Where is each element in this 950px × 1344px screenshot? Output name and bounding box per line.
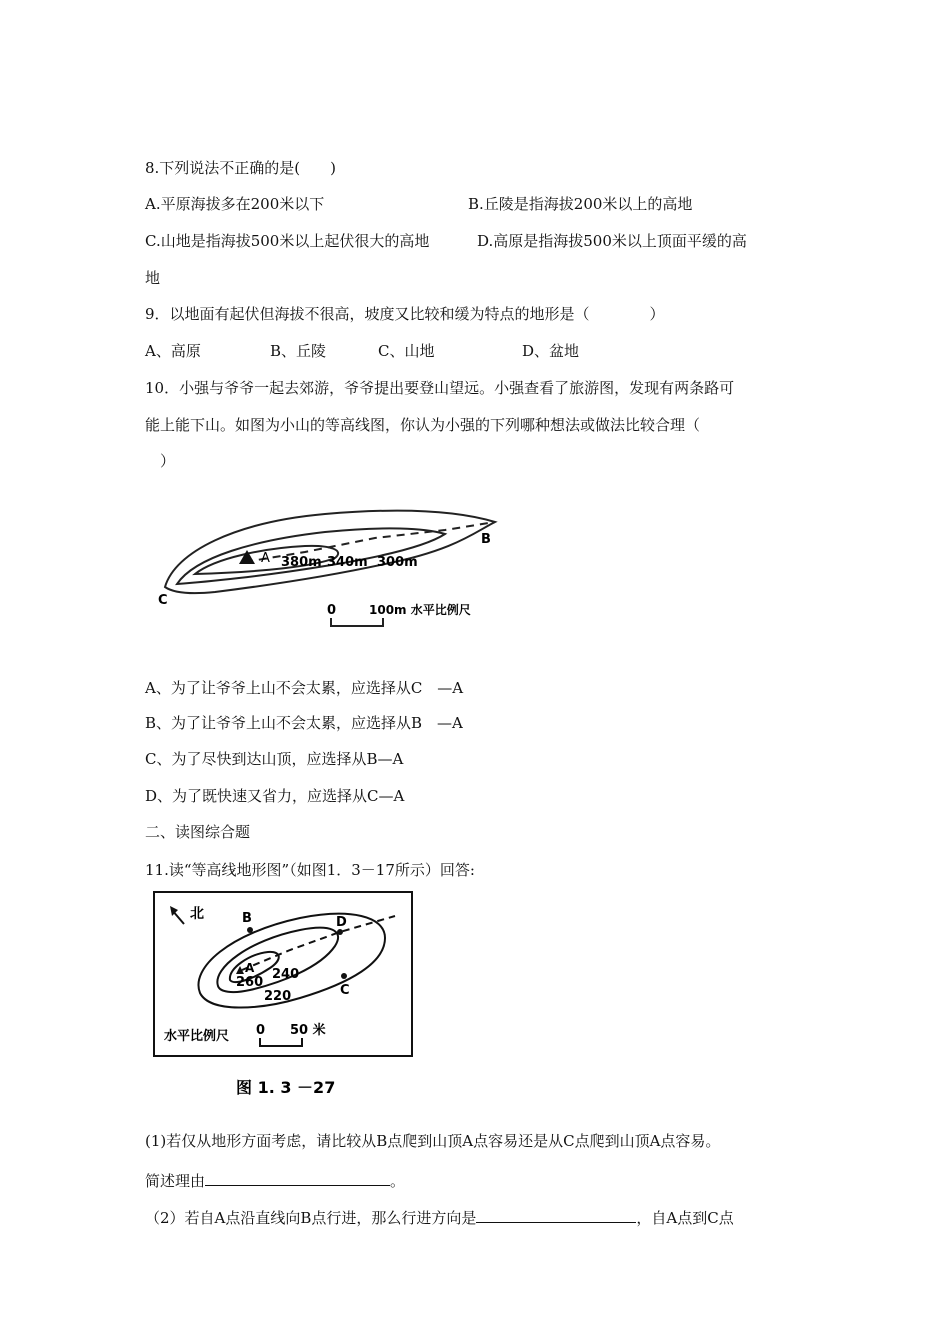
q9-option-a: A、高原 — [145, 342, 201, 360]
q8-option-c: C.山地是指海拔500米以上起伏很大的高地 — [145, 232, 430, 250]
map-label-a: A — [261, 551, 270, 566]
q11-part1-suffix: 。 — [390, 1172, 406, 1190]
map-label-c: C — [158, 593, 168, 608]
point-b-dot — [247, 927, 253, 933]
q8-option-a: A.平原海拔多在200米以下 — [145, 195, 325, 213]
point-c-dot — [341, 973, 347, 979]
q10-option-a: A、为了让爷爷上山不会太累，应选择从C —A — [145, 679, 464, 697]
scale-text: 50 米 — [290, 1023, 326, 1038]
contour-label-240: 240 — [272, 967, 300, 982]
q10-option-b: B、为了让爷爷上山不会太累，应选择从B —A — [145, 714, 463, 732]
q10-stem-line2: 能上能下山。如图为小山的等高线图，你认为小强的下列哪种想法或做法比较合理（ — [145, 416, 701, 434]
q11-part2-suffix: ，自A点到C点 — [636, 1209, 734, 1227]
q11-contour-map — [150, 888, 420, 1103]
scale-zero: 0 — [327, 603, 337, 618]
q8-stem: 8.下列说法不正确的是( ) — [145, 159, 337, 177]
q10-option-d: D、为了既快速又省力，应选择从C—A — [145, 787, 405, 805]
q9-option-c: C、山地 — [378, 342, 435, 360]
answer-blank-1[interactable] — [205, 1169, 390, 1186]
q8-option-d: D.高原是指海拔500米以上顶面平缓的高 — [477, 232, 747, 250]
figure-caption: 图 1. 3 －27 — [236, 1078, 336, 1097]
q9-option-d: D、盆地 — [522, 342, 580, 360]
q11-part1-line1: (1)若仅从地形方面考虑，请比较从B点爬到山顶A点容易还是从C点爬到山顶A点容易。 — [145, 1132, 721, 1150]
q10-stem-line3: ） — [160, 452, 176, 470]
q11-part2-prefix: （2）若自A点沿直线向B点行进，那么行进方向是 — [145, 1209, 477, 1227]
scale-bar — [331, 618, 383, 626]
contour-label-340: 340m — [327, 555, 368, 570]
q8-option-b: B.丘陵是指海拔200米以上的高地 — [468, 195, 693, 213]
contour-label-260: 260 — [236, 975, 264, 990]
contour-label-220: 220 — [264, 989, 292, 1004]
answer-blank-2[interactable] — [476, 1206, 636, 1223]
scale-zero: 0 — [256, 1023, 266, 1038]
q10-stem-line1: 10．小强与爷爷一起去郊游，爷爷提出要登山望远。小强查看了旅游图，发现有两条路可 — [145, 379, 735, 397]
north-label: 北 — [190, 906, 204, 922]
q11-stem: 11.读“等高线地形图”（如图1．3－17所示）回答: — [145, 861, 475, 879]
section-heading: 二、读图综合题 — [145, 823, 251, 841]
map-label-a: A — [245, 961, 255, 975]
q9-stem: 9．以地面有起伏但海拔不很高，坡度又比较和缓为特点的地形是（ ） — [145, 305, 665, 323]
scale-bar — [260, 1038, 302, 1046]
q8-option-d-cont: 地 — [145, 269, 161, 287]
map-label-c: C — [340, 983, 350, 998]
q11-part2-line — [145, 1206, 734, 1228]
q9-option-b: B、丘陵 — [270, 342, 327, 360]
contour-label-380: 380m — [281, 555, 322, 570]
q10-contour-map — [155, 492, 510, 632]
q11-part1-prefix: 简述理由 — [145, 1172, 206, 1190]
q11-part1-line2 — [145, 1169, 405, 1191]
scale-text: 100m 水平比例尺 — [369, 603, 471, 617]
map-label-d: D — [336, 915, 347, 930]
q10-option-c: C、为了尽快到达山顶，应选择从B—A — [145, 750, 404, 768]
map-label-b: B — [481, 532, 491, 547]
map-label-b: B — [242, 911, 252, 926]
contour-label-300: 300m — [377, 555, 418, 570]
scale-prefix: 水平比例尺 — [164, 1029, 230, 1044]
